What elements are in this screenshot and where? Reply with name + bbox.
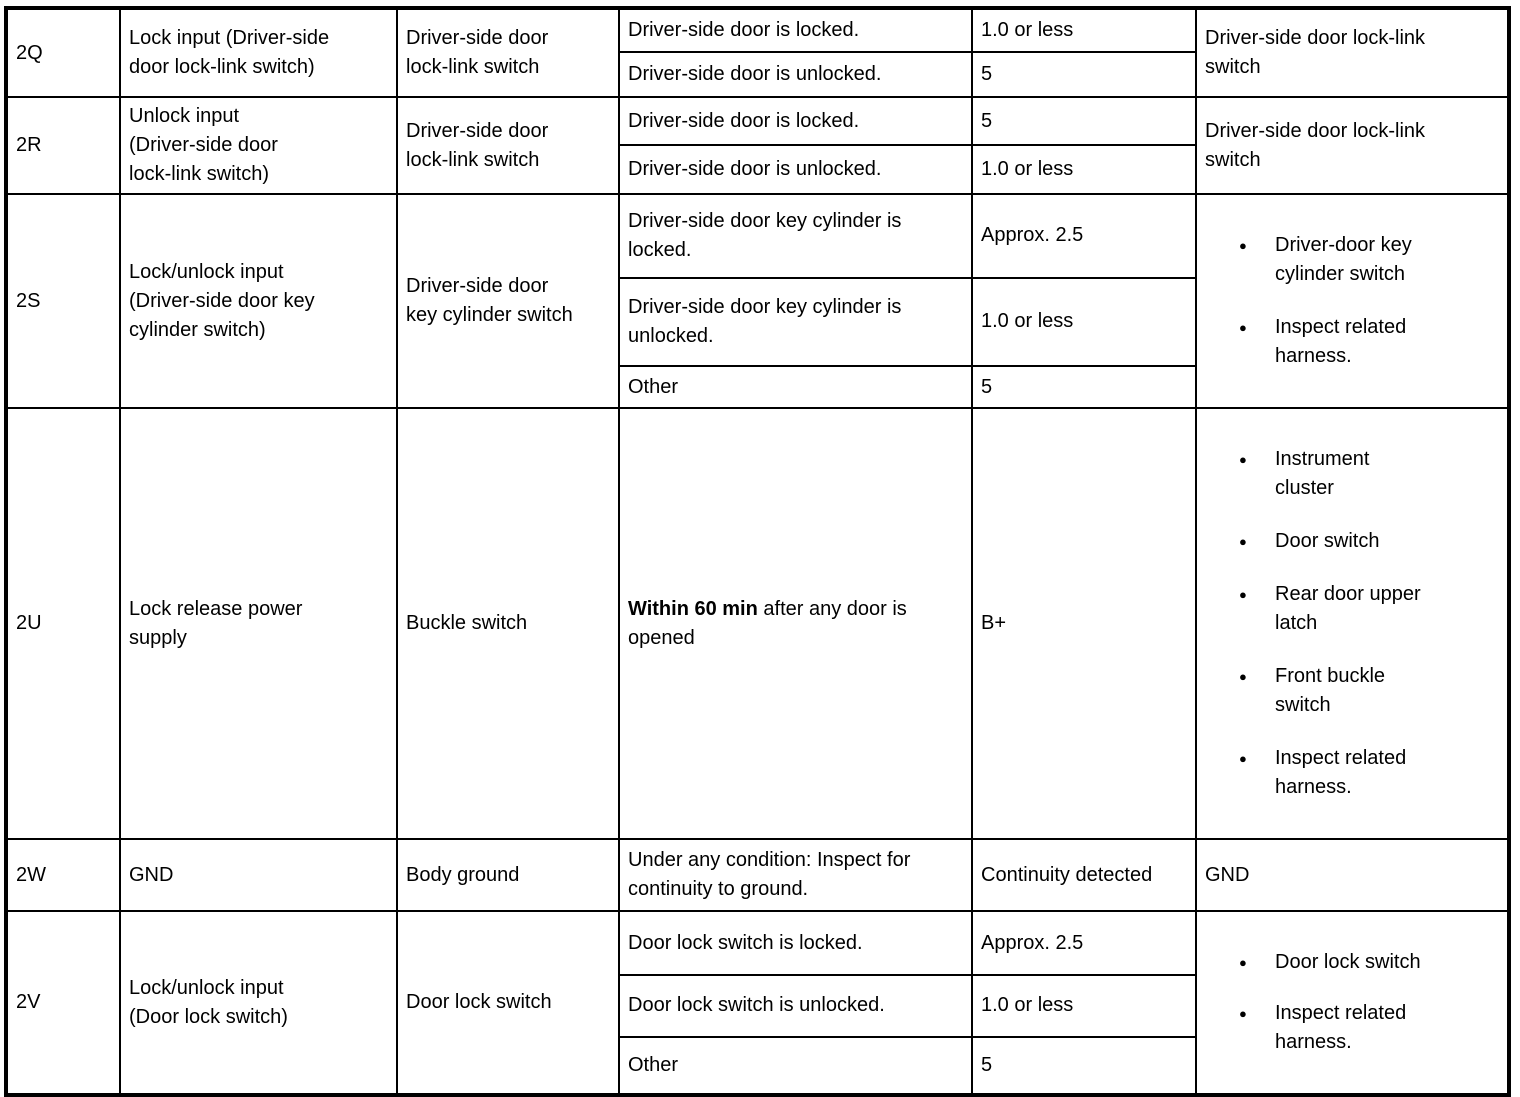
action-bullet-list [1205, 944, 1499, 1061]
action-bullet-list [1205, 227, 1499, 375]
condition-cell: Driver-side door is locked. [619, 97, 972, 145]
bullet-icon: ● [1239, 751, 1247, 766]
terminal-cell: 2S [6, 194, 120, 408]
bullet-icon: ● [1239, 320, 1247, 335]
bullet-icon: ● [1239, 452, 1247, 467]
bullet-icon: ● [1239, 669, 1247, 684]
bullet-icon: ● [1239, 238, 1247, 253]
value-cell: 5 [972, 1037, 1196, 1095]
action-bullet [1239, 231, 1499, 289]
condition-cell: Driver-side door is unlocked. [619, 52, 972, 97]
connected-switch-cell: Door lock switch [397, 911, 619, 1095]
condition-cell: Driver-side door key cylinder is locked. [619, 194, 972, 278]
condition-cell: Driver-side door is unlocked. [619, 145, 972, 194]
action-bullet [1239, 580, 1499, 638]
value-cell: 1.0 or less [972, 278, 1196, 366]
condition-cell: Under any condition: Inspect for continuity to ground. [619, 839, 972, 911]
bullet-icon: ● [1239, 534, 1247, 549]
value-cell: 1.0 or less [972, 975, 1196, 1036]
condition-cell: Door lock switch is locked. [619, 911, 972, 975]
value-cell: B+ [972, 408, 1196, 839]
terminal-spec-table [4, 6, 1511, 1097]
value-cell: 1.0 or less [972, 145, 1196, 194]
value-cell: Approx. 2.5 [972, 194, 1196, 278]
connected-switch-cell: Driver-side door lock-link switch [397, 97, 619, 194]
action-bullet [1239, 999, 1499, 1057]
connected-switch-cell: Buckle switch [397, 408, 619, 839]
function-cell: GND [120, 839, 397, 911]
condition-cell: Door lock switch is unlocked. [619, 975, 972, 1036]
condition-cell: Other [619, 366, 972, 408]
value-cell: 5 [972, 366, 1196, 408]
action-bullet-list [1205, 441, 1499, 806]
action-bullet [1239, 313, 1499, 371]
action-bullet [1239, 445, 1499, 503]
table-row [6, 8, 1509, 52]
terminal-cell: 2R [6, 97, 120, 194]
action-bullet-label: Inspect related harness. [1275, 747, 1407, 798]
condition-cell: Other [619, 1037, 972, 1095]
condition-cell [619, 408, 972, 839]
function-cell: Lock/unlock input (Door lock switch) [120, 911, 397, 1095]
function-cell: Unlock input (Driver-side door lock-link switch) [120, 97, 397, 194]
condition-cell: Driver-side door key cylinder is unlocked. [619, 278, 972, 366]
action-bullet [1239, 527, 1499, 556]
terminal-cell: 2U [6, 408, 120, 839]
action-bullet-label: Inspect related harness. [1275, 316, 1407, 367]
value-cell: 5 [972, 52, 1196, 97]
action-bullet-label: Inspect related harness. [1275, 1002, 1407, 1053]
action-bullet [1239, 948, 1499, 977]
function-cell: Lock input (Driver-side door lock-link switch) [120, 8, 397, 97]
action-cell [1196, 408, 1509, 839]
connected-switch-cell: Body ground [397, 839, 619, 911]
bullet-icon: ● [1239, 955, 1247, 970]
action-cell: Driver-side door lock-link switch [1196, 97, 1509, 194]
action-bullet-label: Front buckle switch [1275, 665, 1386, 716]
action-cell [1196, 911, 1509, 1095]
action-cell [1196, 194, 1509, 408]
table-row [6, 911, 1509, 975]
action-bullet-label: Instrument cluster [1275, 448, 1370, 499]
table-row [6, 408, 1509, 839]
terminal-cell: 2W [6, 839, 120, 911]
connected-switch-cell: Driver-side door lock-link switch [397, 8, 619, 97]
table-row [6, 97, 1509, 145]
value-cell: 5 [972, 97, 1196, 145]
action-bullet-label: Driver-door key cylinder switch [1275, 234, 1412, 285]
value-cell: 1.0 or less [972, 8, 1196, 52]
action-cell: GND [1196, 839, 1509, 911]
table-row [6, 839, 1509, 911]
terminal-cell: 2Q [6, 8, 120, 97]
action-bullet-label: Rear door upper latch [1275, 583, 1421, 634]
value-cell: Approx. 2.5 [972, 911, 1196, 975]
function-cell: Lock/unlock input (Driver-side door key cylinder switch) [120, 194, 397, 408]
action-cell: Driver-side door lock-link switch [1196, 8, 1509, 97]
bullet-icon: ● [1239, 587, 1247, 602]
action-bullet-label: Door lock switch [1275, 951, 1421, 973]
action-bullet-label: Door switch [1275, 530, 1380, 552]
bullet-icon: ● [1239, 1006, 1247, 1021]
condition-bold-text: Within 60 min [628, 597, 758, 620]
terminal-cell: 2V [6, 911, 120, 1095]
action-bullet [1239, 744, 1499, 802]
condition-cell: Driver-side door is locked. [619, 8, 972, 52]
function-cell: Lock release power supply [120, 408, 397, 839]
value-cell: Continuity detected [972, 839, 1196, 911]
condition-rest-text: after any door is opened [628, 597, 907, 649]
table-row [6, 194, 1509, 278]
action-bullet [1239, 662, 1499, 720]
connected-switch-cell: Driver-side door key cylinder switch [397, 194, 619, 408]
